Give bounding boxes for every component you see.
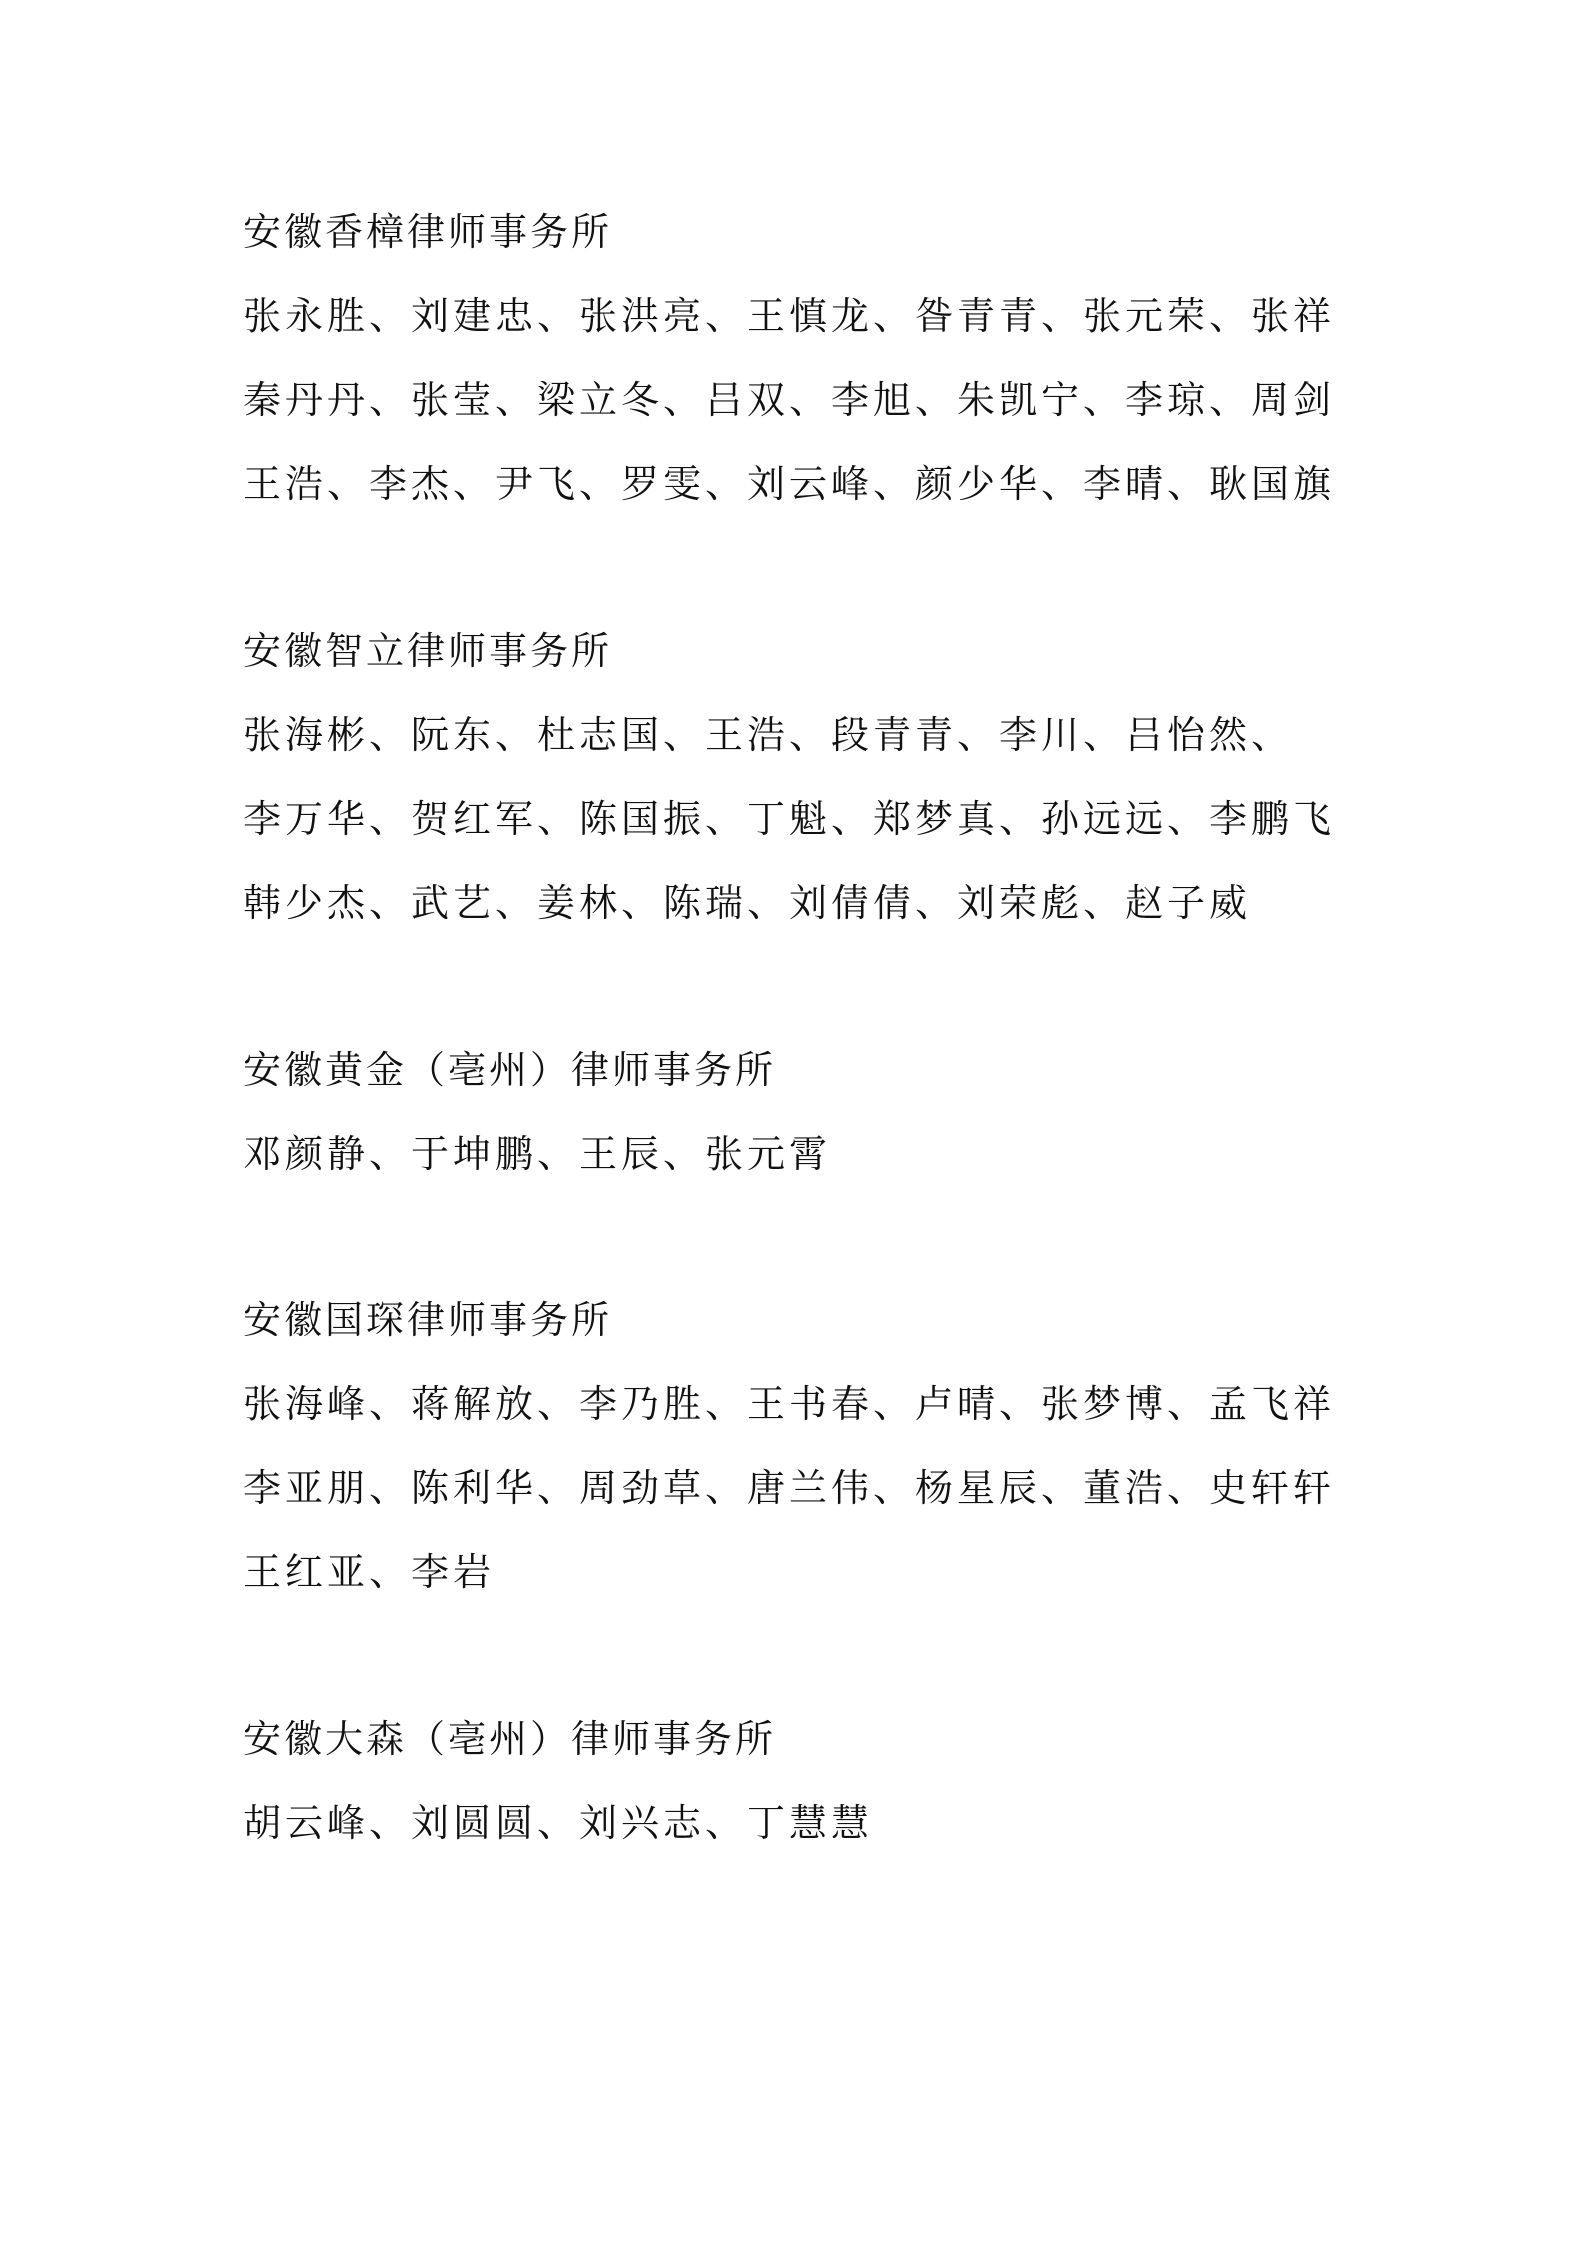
firm-name: 安徽大森（亳州）律师事务所: [243, 1717, 777, 1761]
lawyer-names-line: 邓颜静、于坤鹏、王辰、张元霄: [243, 1132, 832, 1176]
lawyer-names-line: 王浩、李杰、尹飞、罗雯、刘云峰、颜少华、李晴、耿国旗: [243, 462, 1336, 506]
lawyer-names-line: 李亚朋、陈利华、周劲草、唐兰伟、杨星辰、董浩、史轩轩: [243, 1466, 1336, 1510]
firm-block-xiangzhang: [243, 190, 1363, 526]
firm-block-guochen: [243, 1278, 1363, 1614]
lawyer-names-line: 王红亚、李岩: [243, 1550, 496, 1594]
firm-name: 安徽国琛律师事务所: [243, 1298, 613, 1342]
lawyer-names-line: 韩少杰、武艺、姜林、陈瑞、刘倩倩、刘荣彪、赵子威: [243, 881, 1252, 925]
firm-name: 安徽黄金（亳州）律师事务所: [243, 1048, 777, 1092]
firm-block-huangjin: [243, 1028, 1363, 1196]
lawyer-names-line: 张永胜、刘建忠、张洪亮、王慎龙、昝青青、张元荣、张祥: [243, 294, 1336, 338]
lawyer-names-line: 张海峰、蒋解放、李乃胜、王书春、卢晴、张梦博、孟飞祥: [243, 1382, 1336, 1426]
firm-block-dasen: [243, 1697, 1363, 1865]
firm-block-zhili: [243, 609, 1363, 945]
lawyer-names-line: 胡云峰、刘圆圆、刘兴志、丁慧慧: [243, 1801, 874, 1845]
lawyer-names-line: 秦丹丹、张莹、梁立冬、吕双、李旭、朱凯宁、李琼、周剑: [243, 378, 1336, 422]
firm-name: 安徽香樟律师事务所: [243, 210, 613, 254]
lawyer-names-line: 张海彬、阮东、杜志国、王浩、段青青、李川、吕怡然、: [243, 713, 1294, 757]
firm-name: 安徽智立律师事务所: [243, 629, 613, 673]
lawyer-names-line: 李万华、贺红军、陈国振、丁魁、郑梦真、孙远远、李鹏飞: [243, 797, 1336, 841]
